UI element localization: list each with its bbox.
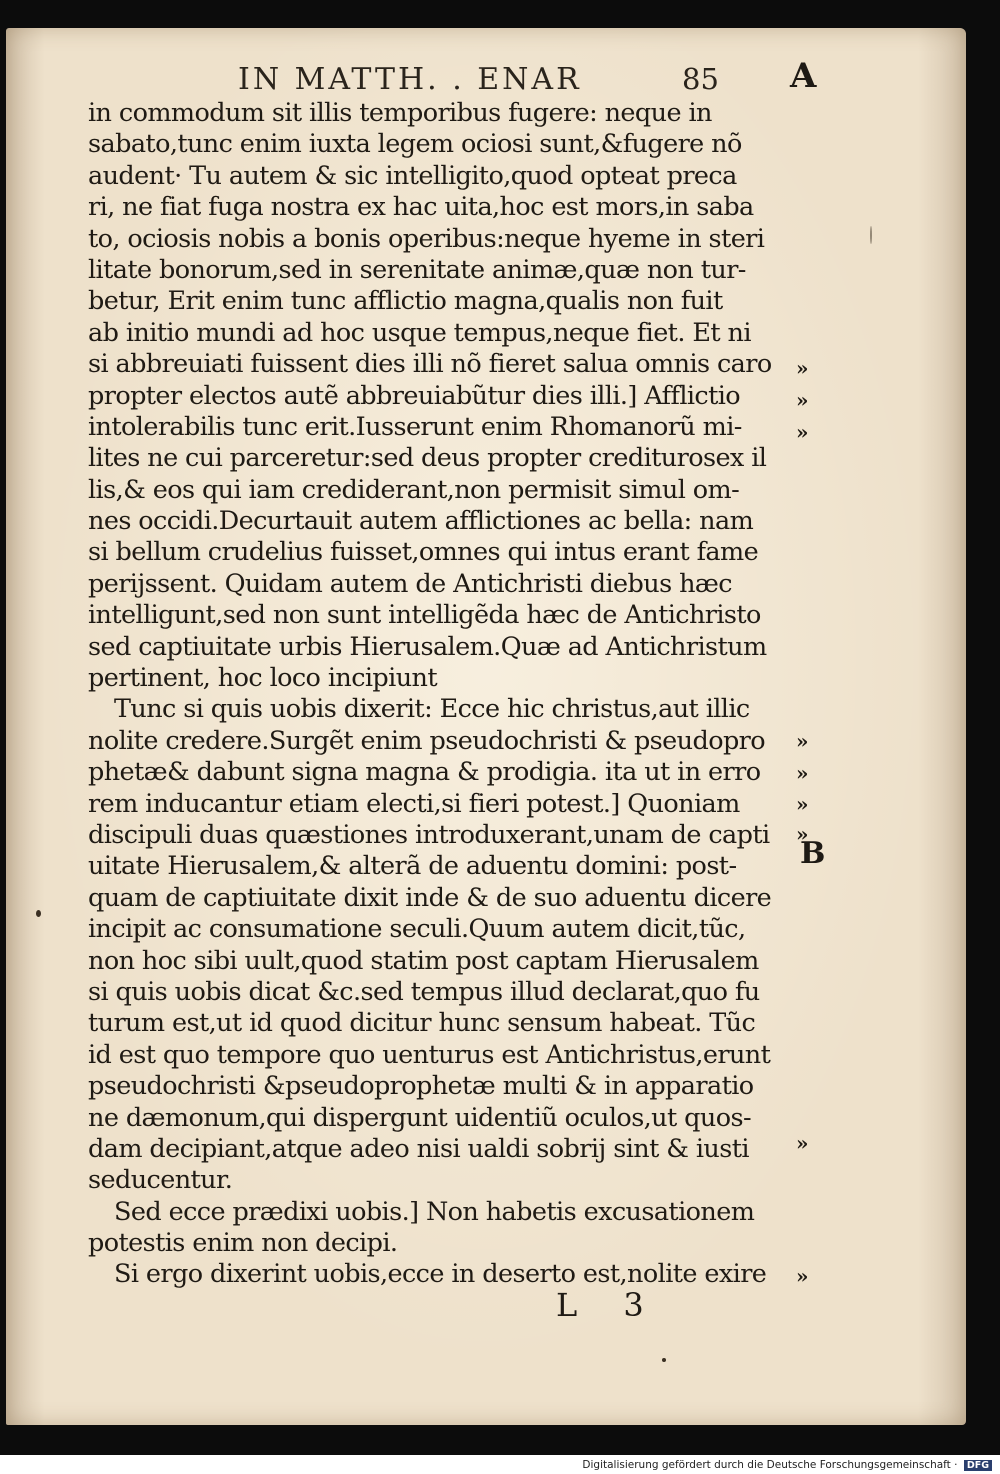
digitization-credit [582, 1459, 992, 1471]
text-line: intelligunt,sed non sunt intelligẽda hæc de Antichristo [88, 600, 761, 631]
text-line: si bellum crudelius fuisset,omnes qui intus erant fame [88, 537, 759, 568]
text-line: to, ociosis nobis a bonis operibus:neque hyeme in steri [88, 223, 765, 254]
text-line: rem inducantur etiam electi,si fieri potest.] Quoniam [88, 788, 740, 819]
margin-quote-mark: » [796, 420, 807, 444]
margin-quote-mark: » [796, 792, 807, 816]
text-line: uitate Hierusalem,& alterã de aduentu domini: post- [88, 851, 737, 882]
text-line: Si ergo dixerint uobis,ecce in deserto est,nolite exire [114, 1259, 767, 1290]
section-mark-b: B [800, 836, 826, 871]
margin-quote-mark: » [796, 1264, 807, 1288]
text-line: incipit ac consumatione seculi.Quum autem dicit,tũc, [88, 914, 746, 945]
margin-quote-mark: » [796, 761, 807, 785]
text-line: ri, ne fiat fuga nostra ex hac uita,hoc est mors,in saba [88, 192, 754, 223]
text-line: betur, Erit enim tunc afflictio magna,qualis non fuit [88, 286, 723, 317]
text-line: litate bonorum,sed in serenitate animæ,quæ non tur- [88, 254, 746, 285]
text-line: si quis uobis dicat &c.sed tempus illud declarat,quo fu [88, 976, 760, 1007]
running-head: IN MATTH. . ENAR [238, 62, 582, 97]
signature-mark: L 3 [556, 1286, 662, 1324]
page-number: 85 [682, 62, 719, 96]
text-line: turum est,ut id quod dicitur hunc sensum habeat. Tũc [88, 1008, 756, 1039]
text-line: Sed ecce prædixi uobis.] Non habetis excusationem [114, 1196, 755, 1227]
margin-quote-mark: » [796, 729, 807, 753]
text-line: pertinent, hoc loco incipiunt [88, 663, 438, 694]
text-line: nes occidi.Decurtauit autem afflictiones ac bella: nam [88, 506, 754, 537]
text-line: ne dæmonum,qui dispergunt uidentiũ oculos,ut quos- [88, 1102, 751, 1133]
text-line: lites ne cui parceretur:sed deus propter crediturosex il [88, 443, 767, 474]
text-line: sabato,tunc enim iuxta legem ociosi sunt,&fugere nõ [88, 129, 742, 160]
text-line: propter electos autẽ abbreuiabũtur dies illi.] Afflictio [88, 380, 741, 411]
text-line: pseudochristi &pseudoprophetæ multi & in apparatio [88, 1071, 754, 1102]
section-mark-a: A [790, 56, 817, 96]
text-line: phetæ& dabunt signa magna & prodigia. ita ut in erro [88, 757, 761, 788]
text-line: discipuli duas quæstiones introduxerant,unam de capti [88, 819, 770, 850]
text-line: id est quo tempore quo uenturus est Antichristus,erunt [88, 1039, 771, 1070]
text-line: perijssent. Quidam autem de Antichristi diebus hæc [88, 568, 732, 599]
text-line: lis,& eos qui iam crediderant,non permisit simul om- [88, 474, 740, 505]
text-line: in commodum sit illis temporibus fugere: neque in [88, 98, 712, 128]
margin-quote-mark: » [796, 1131, 807, 1155]
text-line: quam de captiuitate dixit inde & de suo aduentu dicere [88, 882, 772, 913]
margin-quote-mark: » [796, 356, 807, 380]
text-line: non hoc sibi uult,quod statim post captam Hierusalem [88, 945, 759, 976]
dfg-logo: DFG [964, 1460, 992, 1471]
text-line: intolerabilis tunc erit.Iusserunt enim Rhomanorũ mi- [88, 411, 742, 442]
text-line: sed captiuitate urbis Hierusalem.Quæ ad Antichristum [88, 631, 767, 662]
margin-quote-mark: » [796, 388, 807, 412]
text-line: si abbreuiati fuissent dies illi nõ fieret salua omnis caro [88, 349, 772, 380]
text-line: dam decipiant,atque adeo nisi ualdi sobrij sint & iusti [88, 1133, 749, 1164]
text-line: Tunc si quis uobis dixerit: Ecce hic christus,aut illic [114, 694, 750, 725]
credit-text: Digitalisierung gefördert durch die Deutsche Forschungsgemeinschaft · [582, 1459, 958, 1471]
text-line: seducentur. [88, 1165, 233, 1196]
margin-quote-mark: » [796, 822, 807, 846]
text-line: audent· Tu autem & sic intelligito,quod opteat preca [88, 160, 737, 191]
body-text [88, 98, 788, 1291]
text-line: nolite credere.Surgẽt enim pseudochristi & pseudopro [88, 725, 766, 756]
text-line: ab initio mundi ad hoc usque tempus,neque fiet. Et ni [88, 317, 751, 348]
text-line: potestis enim non decipi. [88, 1228, 398, 1259]
